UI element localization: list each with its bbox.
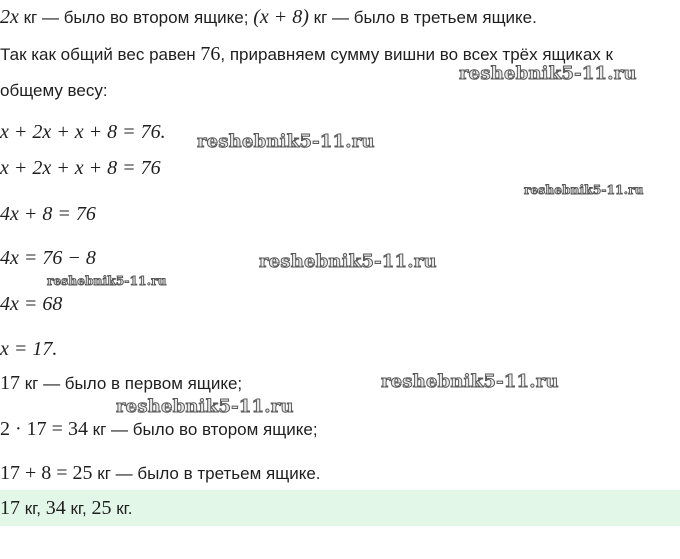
equation-3 bbox=[0, 203, 96, 225]
equation-text: x = 17. bbox=[0, 338, 58, 360]
math-expr: 17 + 8 = 25 bbox=[0, 462, 93, 484]
watermark: reshebnik5-11.ru bbox=[116, 396, 294, 417]
text-fragment: кг — было в третьем ящике. bbox=[92, 464, 321, 483]
equation-2 bbox=[0, 157, 161, 179]
text-fragment: кг, bbox=[20, 499, 46, 518]
text-fragment: кг. bbox=[111, 499, 133, 518]
equation-text: x + 2x + x + 8 = 76 bbox=[0, 157, 161, 179]
text-fragment: кг — было во втором ящике; bbox=[18, 8, 254, 27]
text-fragment: , приравняем сумму вишни во всех трёх ящиках к bbox=[220, 45, 613, 64]
math-expr: 2 · 17 = 34 bbox=[0, 418, 88, 440]
watermark: reshebnik5-11.ru bbox=[197, 131, 375, 152]
math-17: 17 bbox=[0, 372, 20, 394]
watermark: reshebnik5-11.ru bbox=[459, 63, 637, 84]
text-line-3 bbox=[0, 80, 108, 102]
text-fragment: общему весу: bbox=[0, 81, 108, 100]
text-fragment: кг — было в третьем ящике. bbox=[308, 8, 537, 27]
result-line-2 bbox=[0, 418, 318, 441]
result-line-1 bbox=[0, 372, 242, 395]
result-line-3 bbox=[0, 462, 321, 485]
equation-1 bbox=[0, 121, 166, 143]
text-line-1 bbox=[0, 6, 537, 29]
text-fragment: кг — было во втором ящике; bbox=[87, 420, 318, 439]
equation-text: 4x = 76 − 8 bbox=[0, 247, 96, 269]
math-34: 34 bbox=[45, 497, 66, 519]
math-2x: 2x bbox=[0, 6, 19, 28]
watermark: reshebnik5-11.ru bbox=[259, 251, 437, 272]
text-fragment: Так как общий вес равен bbox=[0, 45, 201, 64]
text-fragment: кг — было в первом ящике; bbox=[20, 374, 243, 393]
equation-text: x + 2x + x + 8 = 76. bbox=[0, 121, 166, 143]
text-fragment: кг, bbox=[65, 499, 92, 518]
answer-line bbox=[0, 497, 132, 520]
equation-5 bbox=[0, 293, 62, 315]
watermark: reshebnik5-11.ru bbox=[47, 274, 167, 288]
equation-4 bbox=[0, 247, 96, 269]
watermark: reshebnik5-11.ru bbox=[381, 371, 559, 392]
equation-text: 4x + 8 = 76 bbox=[0, 203, 96, 225]
math-x-plus-8: (x + 8) bbox=[253, 6, 309, 28]
equation-6 bbox=[0, 338, 57, 360]
watermark: reshebnik5-11.ru bbox=[524, 183, 644, 197]
math-expr bbox=[0, 6, 19, 28]
math-expr bbox=[253, 6, 309, 28]
math-76: 76 bbox=[200, 43, 221, 65]
math-17: 17 bbox=[0, 497, 20, 519]
equation-text: 4x = 68 bbox=[0, 293, 63, 315]
math-25: 25 bbox=[91, 497, 112, 519]
